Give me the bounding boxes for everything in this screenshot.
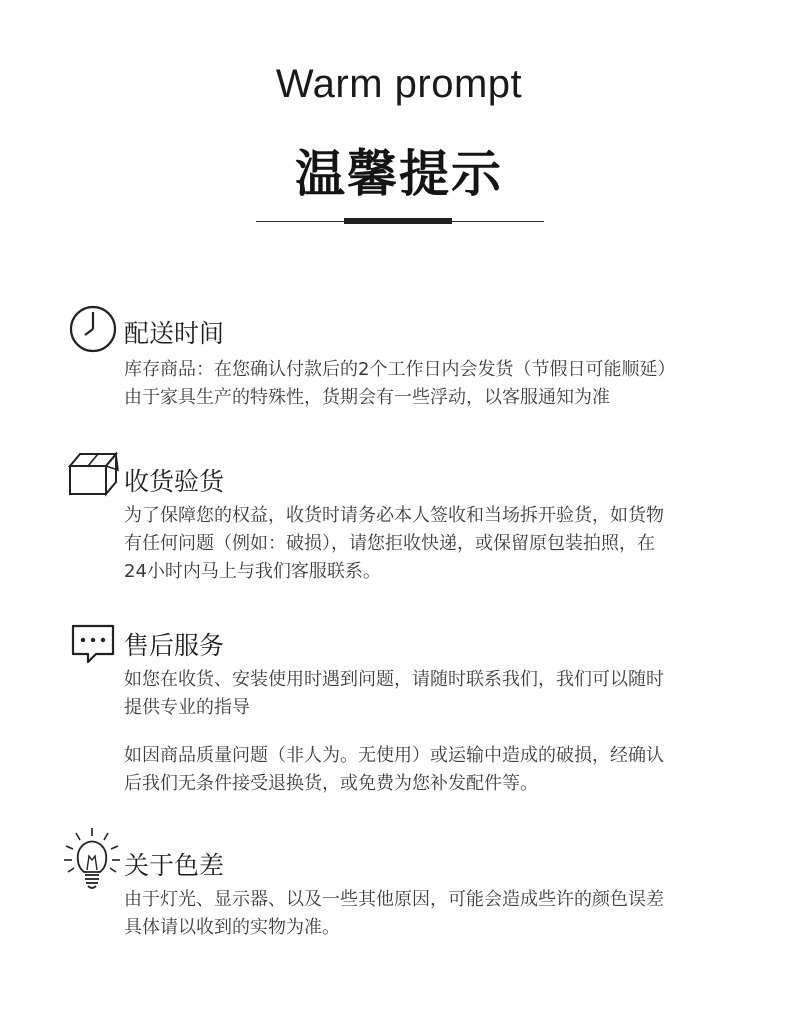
section-body bbox=[124, 502, 734, 586]
text-line: 有任何问题（例如：破损），请您拒收快递，或保留原包装拍照，在 bbox=[124, 533, 655, 554]
chat-bubble-icon bbox=[66, 616, 120, 670]
text-line: 如您在收货、安装使用时遇到问题，请随时联系我们，我们可以随时 bbox=[124, 669, 664, 690]
text-line: 由于灯光、显示器、以及一些其他原因，可能会造成些许的颜色误差 bbox=[124, 889, 664, 910]
section-title: 售后服务 bbox=[124, 631, 225, 660]
text-line: 提供专业的指导 bbox=[124, 697, 250, 718]
title-english: Warm prompt bbox=[275, 62, 523, 106]
box-icon bbox=[66, 448, 120, 502]
clock-icon bbox=[66, 302, 120, 356]
section-title: 收货验货 bbox=[124, 467, 225, 496]
text-line: 具体请以收到的实物为准。 bbox=[124, 917, 340, 938]
text-line: 如因商品质量问题（非人为。无使用）或运输中造成的破损，经确认 bbox=[124, 745, 664, 766]
text-line: 由于家具生产的特殊性，货期会有一些浮动，以客服通知为准 bbox=[124, 387, 610, 408]
text-line: 后我们无条件接受退换货，或免费为您补发配件等。 bbox=[124, 773, 538, 794]
section-title: 关于色差 bbox=[124, 851, 225, 880]
section-body bbox=[124, 886, 734, 942]
text-line: 为了保障您的权益，收货时请务必本人签收和当场拆开验货，如货物 bbox=[124, 505, 664, 526]
section-body bbox=[124, 666, 734, 798]
section-body bbox=[124, 356, 734, 412]
divider-accent bbox=[344, 218, 452, 224]
lightbulb-icon bbox=[62, 826, 122, 892]
section-title: 配送时间 bbox=[124, 319, 225, 348]
text-line: 库存商品：在您确认付款后的2个工作日内会发货（节假日可能顺延） bbox=[124, 359, 676, 380]
title-chinese: 温馨提示 bbox=[295, 145, 503, 203]
text-line: 24小时内马上与我们客服联系。 bbox=[124, 561, 381, 582]
